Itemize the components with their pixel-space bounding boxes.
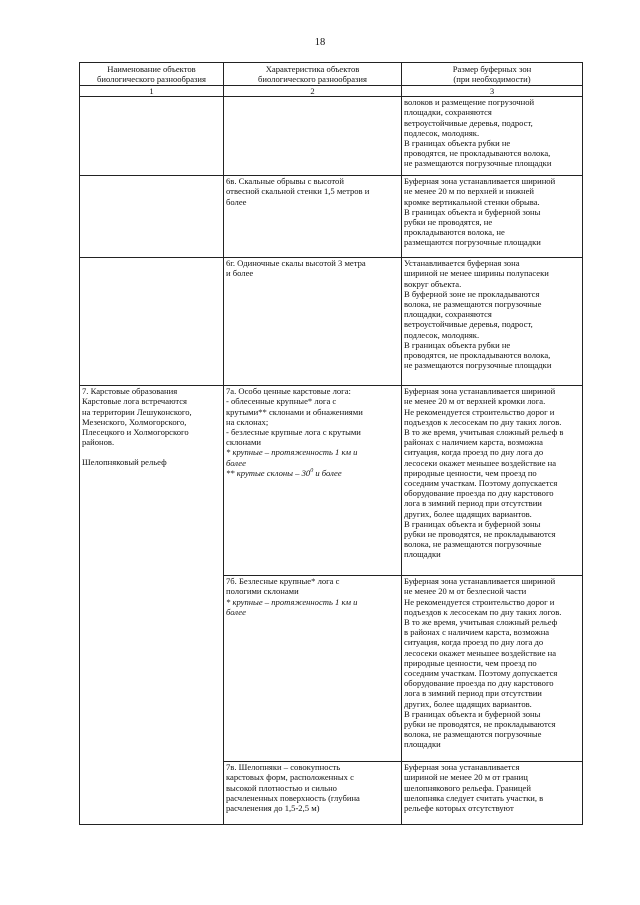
cell-line: природные ценности, чем проезд по: [404, 657, 537, 668]
cell-line: - облесенные крупные* лога с: [226, 396, 337, 407]
cell-line: ветроустойчивые деревья, подрост,: [404, 319, 533, 330]
cell-line: карстовых форм, расположенных с: [226, 772, 354, 783]
note-text: ** крутые склоны – 30: [226, 467, 311, 478]
cell-line: отвесной скальной стенки 1,5 метров и: [226, 186, 370, 197]
cell-line: соседним участкам. Поэтому допускается: [404, 478, 558, 489]
cell-line: крутыми** склонами и обнажениями: [226, 406, 363, 417]
header-object-characteristics: [224, 63, 402, 86]
cell-line: лесосеки окажет меньшее воздействие на: [404, 457, 557, 468]
header-text: биологического разнообразия: [97, 74, 206, 84]
cell-buffer-7a: [402, 386, 583, 576]
cell-line: ситуация, когда проезд по дну лога до: [404, 447, 544, 458]
cell-characteristic-7b: [224, 576, 402, 762]
cell-line: рубки не проводятся, не прокладываются: [404, 719, 556, 730]
cell-line: высокой плотностью и сильно: [226, 782, 337, 793]
spacer: [82, 447, 221, 457]
cell-buffer-continuation: [402, 97, 583, 176]
cell-empty: [80, 258, 224, 386]
cell-line: шелопняка следует считать участки, в: [404, 792, 544, 803]
degree-superscript: 0: [310, 467, 314, 474]
cell-line: Буферная зона устанавливается: [404, 762, 520, 773]
cell-line: Мезенского, Холмогорского,: [82, 416, 187, 427]
cell-line: В границах объекта и буферной зоны: [404, 708, 541, 719]
cell-line: вокруг объекта.: [404, 278, 462, 289]
cell-line: не менее 20 м от безлесной части: [404, 586, 527, 597]
column-number: 3: [402, 86, 583, 97]
cell-characteristic-6g: [224, 258, 402, 386]
cell-line: - безлесные крупные лога с крутыми: [226, 427, 361, 438]
cell-line: рубки не проводятся, не: [404, 217, 493, 228]
cell-line: проводятся, не прокладываются волока,: [404, 148, 551, 159]
cell-line: волоков и размещение погрузочной: [404, 97, 535, 108]
note-line: * крупные – протяженность 1 км и: [226, 447, 358, 458]
column-number: 2: [224, 86, 402, 97]
cell-line: 7в. Шелопняки – совокупность: [226, 762, 341, 773]
cell-empty: [80, 176, 224, 258]
cell-line: шелопнякового рельефа. Границей: [404, 782, 531, 793]
cell-line-shelopnyak: Шелопняковый рельеф: [82, 457, 167, 468]
cell-line: Буферная зона устанавливается шириной: [404, 386, 556, 397]
cell-line: В границах объекта и буферной зоны: [404, 518, 541, 529]
cell-line: не размещаются погрузочные площадки: [404, 360, 552, 371]
cell-line: В буферной зоне не прокладываются: [404, 288, 540, 299]
cell-line: в районах с наличием карста, возможна: [404, 627, 550, 638]
cell-line: на склонах;: [226, 416, 269, 427]
cell-line: подлесок, молодняк.: [404, 329, 480, 340]
cell-empty: [80, 97, 224, 176]
column-number-row: [80, 86, 583, 97]
cell-line: природные ценности, чем проезд по: [404, 467, 537, 478]
note-line: более: [226, 606, 246, 617]
cell-line: Плесецкого и Холмогорского: [82, 427, 189, 438]
cell-line: В границах объекта и буферной зоны: [404, 206, 541, 217]
cell-characteristic-7v: [224, 762, 402, 825]
cell-line: В границах объекта рубки не: [404, 138, 511, 149]
cell-line: оборудование проезда по дну карстового: [404, 488, 554, 499]
cell-line: других, более щадящих вариантов.: [404, 508, 532, 519]
cell-line: не менее 20 м от верхней кромки лога.: [404, 396, 546, 407]
cell-line: В границах объекта рубки не: [404, 339, 511, 350]
cell-line: 7а. Особо ценные карстовые лога:: [226, 386, 351, 397]
header-text: Размер буферных зон: [452, 63, 532, 74]
cell-line: 7б. Безлесные крупные* лога с: [226, 576, 340, 587]
cell-line: волока, не размещаются погрузочные: [404, 539, 542, 550]
header-object-name: [80, 63, 224, 86]
cell-line: площадки: [404, 739, 441, 750]
note-line: более: [226, 457, 246, 468]
note-line-slope: [226, 468, 399, 478]
cell-line: площадки, сохраняются: [404, 107, 492, 118]
cell-object-karst: [80, 386, 224, 825]
cell-buffer-7b: [402, 576, 583, 762]
cell-line: других, более щадящих вариантов.: [404, 698, 532, 709]
table-row-continuation: [80, 97, 583, 176]
cell-line: волока, не размещаются погрузочные: [404, 729, 542, 740]
cell-characteristic-7a: [224, 386, 402, 576]
table-row-6g: [80, 258, 583, 386]
cell-line: районов.: [82, 437, 115, 448]
header-text: Характеристика объектов: [265, 63, 360, 74]
cell-line: Карстовые лога встречаются: [82, 396, 188, 407]
header-text: Наименование объектов: [107, 63, 196, 74]
page-number: 18: [314, 37, 326, 48]
cell-line: лога в зимний период при отсутствии: [404, 688, 542, 699]
cell-empty: [224, 97, 402, 176]
cell-line: районах с наличием карста, возможна: [404, 437, 543, 448]
cell-line: 6в. Скальные обрывы с высотой: [226, 176, 344, 187]
cell-line: подъездов к лесосекам по дну таких логов.: [404, 416, 562, 427]
cell-line: кромке вертикальной стенки обрыва.: [404, 196, 540, 207]
cell-line: прокладываются волока, не: [404, 227, 505, 238]
cell-line: соседним участкам. Поэтому допускается: [404, 668, 558, 679]
cell-line: рельефе которых отсутствуют: [404, 803, 514, 814]
cell-line: оборудование проезда по дну карстового: [404, 678, 554, 689]
cell-line: площадки: [404, 549, 441, 560]
cell-line: площадки, сохраняются: [404, 309, 492, 320]
cell-line: подлесок, молодняк.: [404, 127, 480, 138]
cell-line: В то же время, учитывая сложный рельеф в: [404, 427, 564, 438]
cell-line: Устанавливается буферная зона: [404, 258, 520, 269]
cell-line: более: [226, 196, 247, 207]
cell-line: Не рекомендуется строительство дорог и: [404, 406, 555, 417]
cell-buffer-7v: [402, 762, 583, 825]
cell-line: лога в зимний период при отсутствии: [404, 498, 542, 509]
cell-line: склонами: [226, 437, 262, 448]
header-text: биологического разнообразия: [258, 74, 367, 84]
cell-line: волока, не размещаются погрузочные: [404, 299, 542, 310]
cell-line: рубки не проводятся, не прокладываются: [404, 529, 556, 540]
cell-line: ветроустойчивые деревья, подрост,: [404, 117, 533, 128]
cell-line: лесосеки окажет меньшее воздействие на: [404, 647, 557, 658]
cell-line: ситуация, когда проезд по дну лога до: [404, 637, 544, 648]
cell-line: 7. Карстовые образования: [82, 386, 178, 397]
cell-line: пологими склонами: [226, 586, 299, 597]
note-text: и более: [313, 467, 342, 478]
cell-line: Буферная зона устанавливается шириной: [404, 576, 556, 587]
note-line: * крупные – протяженность 1 км и: [226, 596, 358, 607]
cell-line: шириной не менее 20 м от границ: [404, 772, 528, 783]
cell-line: Не рекомендуется строительство дорог и: [404, 596, 555, 607]
header-text: (при необходимости): [453, 74, 531, 84]
cell-line: не размещаются погрузочные площадки: [404, 158, 552, 169]
cell-line: 6г. Одиночные скалы высотой 3 метра: [226, 258, 366, 269]
table-row-7a: [80, 386, 583, 576]
cell-line: шириной не менее ширины полупасеки: [404, 268, 549, 279]
cell-buffer-6g: [402, 258, 583, 386]
header-buffer-zone-size: [402, 63, 583, 86]
column-number: 1: [80, 86, 224, 97]
cell-line: на территории Лешуконского,: [82, 406, 192, 417]
cell-line: В то же время, учитывая сложный рельеф: [404, 617, 558, 628]
cell-line: расчлененных поверхность (глубина: [226, 792, 360, 803]
cell-line: размещаются погрузочные площадки: [404, 237, 541, 248]
table-row-6v: [80, 176, 583, 258]
cell-line: не менее 20 м по верхней и нижней: [404, 186, 535, 197]
cell-line: и более: [226, 268, 254, 279]
cell-buffer-6v: [402, 176, 583, 258]
cell-line: проводятся, не прокладываются волока,: [404, 350, 551, 361]
biodiversity-buffer-table: [79, 62, 583, 825]
cell-line: Буферная зона устанавливается шириной: [404, 176, 556, 187]
cell-line: подъездов к лесосекам по дну таких логов.: [404, 606, 562, 617]
cell-characteristic-6v: [224, 176, 402, 258]
cell-line: расчленения до 1,5-2,5 м): [226, 803, 320, 814]
table-header-row: [80, 63, 583, 86]
